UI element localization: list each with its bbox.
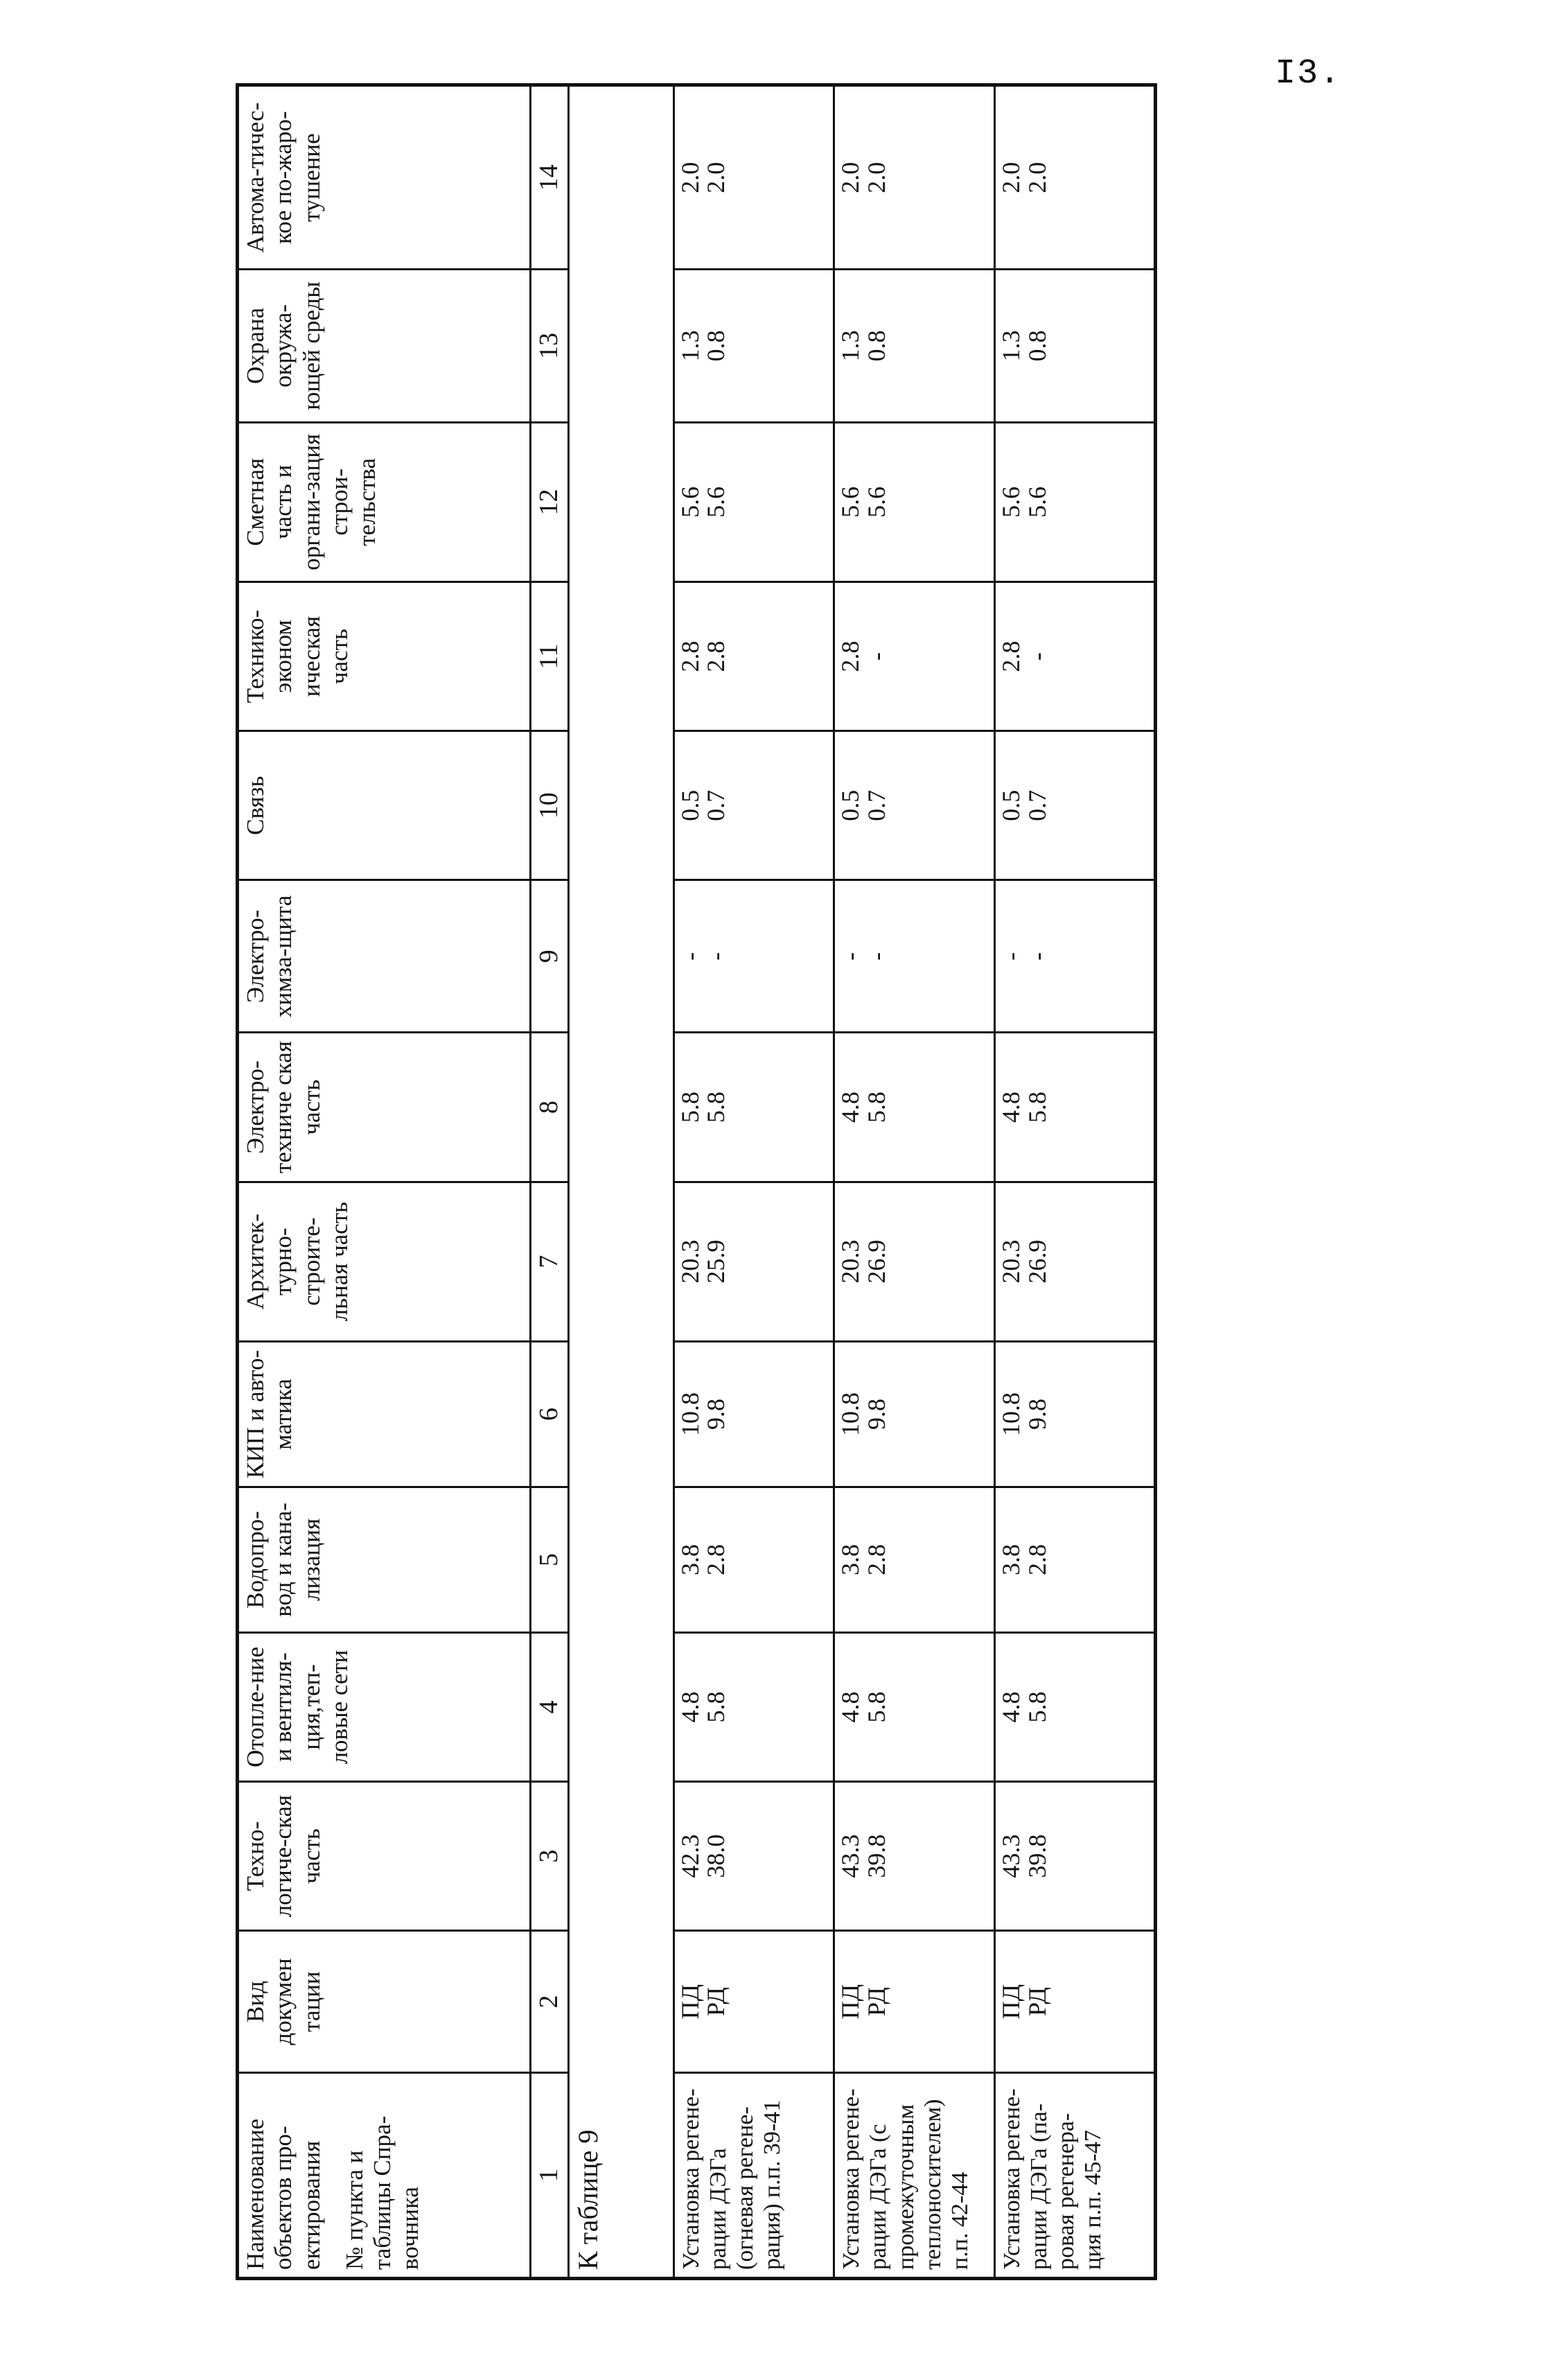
cell-value: 2.8 (676, 640, 704, 672)
row-doc-type (673, 1931, 834, 2073)
colnum-7: 7 (531, 1182, 569, 1341)
value-cell (673, 1182, 834, 1341)
value-cell (834, 1033, 995, 1182)
row-doc-type (834, 1931, 995, 2073)
cell-value: 0.5 (676, 789, 704, 821)
cell-value: 5.6 (997, 486, 1025, 518)
header-col-7: Архитек-турно-строите-льная часть (238, 1182, 531, 1341)
cell-value: 1.3 (997, 330, 1025, 362)
cell-value: 5.6 (1023, 486, 1051, 518)
cell-value: 2.8 (1023, 1543, 1051, 1575)
cell-value: 0.7 (1023, 789, 1051, 821)
header-col-3: Техно-логиче-ская часть (238, 1782, 531, 1931)
colnum-10: 10 (531, 731, 569, 880)
row-object-name: Установка регене-рации ДЭГа (па-ровая регенера-ция п.п. 45-47 (995, 2072, 1156, 2278)
cell-value: 5.8 (702, 1092, 730, 1123)
value-cell (995, 880, 1156, 1033)
cell-value: 5.6 (702, 486, 730, 518)
header-col-4: Отопле-ние и вентиля-ция,теп-ловые сети (238, 1632, 531, 1781)
value-cell (673, 1033, 834, 1182)
cell-value: 3.8 (836, 1543, 865, 1575)
header-col-9: Электро-химза-щита (238, 880, 531, 1033)
cell-value: 10.8 (676, 1392, 704, 1436)
value-cell (834, 85, 995, 270)
cell-value: 2.8 (863, 1543, 891, 1575)
value-cell (673, 270, 834, 422)
cell-value: 2.0 (676, 161, 704, 193)
value-cell (995, 1342, 1156, 1487)
colnum-13: 13 (531, 270, 569, 422)
cell-value: 5.8 (863, 1092, 891, 1123)
colnum-5: 5 (531, 1487, 569, 1632)
cell-value: 0.7 (863, 789, 891, 821)
cell-value: 4.8 (997, 1691, 1025, 1723)
colnum-12: 12 (531, 422, 569, 581)
cell-value: - (676, 952, 704, 961)
cell-value: 1.3 (836, 330, 865, 362)
header-col-12: Сметная часть и органи-зация строи-тельства (238, 422, 531, 581)
cell-value: 2.0 (702, 161, 730, 193)
cell-value: - (1023, 952, 1051, 961)
header-col-10: Связь (238, 731, 531, 880)
cell-value: 2.0 (997, 161, 1025, 193)
colnum-11: 11 (531, 582, 569, 731)
cell-value: 4.8 (997, 1092, 1025, 1123)
cell-value: 0.5 (997, 789, 1025, 821)
cell-value: 20.3 (676, 1239, 704, 1284)
cell-value: 3.8 (676, 1543, 704, 1575)
header-col-8: Электро-техниче ская часть (238, 1033, 531, 1182)
cell-value: 9.8 (702, 1398, 730, 1430)
cell-value: 0.8 (1023, 330, 1051, 362)
cell-value: - (863, 952, 891, 961)
value-cell (673, 85, 834, 270)
cell-value: 4.8 (836, 1092, 865, 1123)
row-object-name: Установка регене-рации ДЭГа (с промежуточным теплоносителем) п.п. 42-44 (834, 2072, 995, 2278)
table-row (673, 85, 834, 2279)
cell-value: 5.8 (676, 1092, 704, 1123)
section-title: К таблице 9 (569, 85, 673, 2279)
cell-value: 4.8 (836, 1691, 865, 1723)
value-cell (834, 422, 995, 581)
value-cell (673, 1632, 834, 1781)
row-object-name: Установка регене-рации ДЭГа (огневая регене-рация) п.п. 39-41 (673, 2072, 834, 2278)
colnum-1: 1 (531, 2072, 569, 2278)
cell-value: 2.8 (702, 1543, 730, 1575)
cell-value: 2.0 (1023, 161, 1051, 193)
doc-type-value: ПД (997, 1984, 1025, 2020)
cell-value: 20.3 (997, 1239, 1025, 1284)
cell-value: - (863, 652, 891, 661)
cell-value: 5.8 (863, 1691, 891, 1723)
cell-value: 2.8 (836, 640, 865, 672)
cell-value: 5.6 (676, 486, 704, 518)
header-col-13: Охрана окружа-ющей среды (238, 270, 531, 422)
doc-type-value: ПД (676, 1984, 704, 2020)
cell-value: 20.3 (836, 1239, 865, 1284)
page-number: I3. (1275, 54, 1342, 94)
cell-value: 0.8 (702, 330, 730, 362)
cell-value: 9.8 (1023, 1398, 1051, 1430)
table-row (834, 85, 995, 2279)
cell-value: 39.8 (1023, 1834, 1051, 1878)
data-body (673, 85, 1155, 2279)
value-cell (995, 422, 1156, 581)
cell-value: 9.8 (863, 1398, 891, 1430)
rotated-table-container (236, 83, 1157, 2280)
value-cell (673, 1342, 834, 1487)
cell-value: 26.9 (863, 1239, 891, 1284)
header-object-name (238, 2072, 531, 2278)
cell-value: 42.3 (676, 1834, 704, 1878)
value-cell (995, 1632, 1156, 1781)
cell-value: 43.3 (997, 1834, 1025, 1878)
cell-value: 5.8 (702, 1691, 730, 1723)
cell-value: 3.8 (997, 1543, 1025, 1575)
doc-type-value: РД (863, 1987, 891, 2016)
cell-value: 2.8 (997, 640, 1025, 672)
value-cell (673, 731, 834, 880)
value-cell (995, 1033, 1156, 1182)
cell-value: 38.0 (702, 1834, 730, 1878)
cell-value: 5.6 (863, 486, 891, 518)
colnum-4: 4 (531, 1632, 569, 1781)
colnum-8: 8 (531, 1033, 569, 1182)
value-cell (834, 880, 995, 1033)
value-cell (673, 880, 834, 1033)
value-cell (995, 1487, 1156, 1632)
header-col-2: Вид докумен тации (238, 1931, 531, 2073)
value-cell (673, 422, 834, 581)
value-cell (995, 85, 1156, 270)
value-cell (834, 582, 995, 731)
value-cell (995, 582, 1156, 731)
value-cell (995, 1782, 1156, 1931)
value-cell (834, 1487, 995, 1632)
value-cell (995, 270, 1156, 422)
cell-value: 5.6 (836, 486, 865, 518)
value-cell (834, 1182, 995, 1341)
header-object-name-a: Наименование объектов про-ектирования (242, 2118, 325, 2270)
cell-value: - (702, 952, 730, 961)
value-cell (834, 1782, 995, 1931)
value-cell (834, 270, 995, 422)
cell-value: 2.0 (836, 161, 865, 193)
value-cell (995, 731, 1156, 880)
header-row (238, 85, 531, 2279)
cell-value: 10.8 (836, 1392, 865, 1436)
header-object-name-b: № пункта и таблицы Спра-вочника (340, 2115, 424, 2270)
cell-value: 10.8 (997, 1392, 1025, 1436)
colnum-14: 14 (531, 85, 569, 270)
cell-value: 0.5 (836, 789, 865, 821)
value-cell (673, 1782, 834, 1931)
cell-value: 25.9 (702, 1239, 730, 1284)
colnum-3: 3 (531, 1782, 569, 1931)
cell-value: 5.8 (1023, 1691, 1051, 1723)
section-row (569, 85, 673, 2279)
value-cell (995, 1182, 1156, 1341)
value-cell (834, 731, 995, 880)
doc-type-value: ПД (836, 1984, 865, 2020)
cell-value: 5.8 (1023, 1092, 1051, 1123)
colnum-6: 6 (531, 1342, 569, 1487)
cell-value: - (997, 952, 1025, 961)
cell-value: 39.8 (863, 1834, 891, 1878)
doc-type-value: РД (1023, 1987, 1051, 2016)
header-col-6: КИП и авто-матика (238, 1342, 531, 1487)
row-doc-type (995, 1931, 1156, 2073)
header-col-14: Автома-тичес-кое по-жаро-тушение (238, 85, 531, 270)
cell-value: 1.3 (676, 330, 704, 362)
column-number-row (531, 85, 569, 2279)
cell-value: 43.3 (836, 1834, 865, 1878)
colnum-2: 2 (531, 1931, 569, 2073)
cell-value: 0.8 (863, 330, 891, 362)
cell-value: 2.0 (863, 161, 891, 193)
workload-table (236, 83, 1157, 2280)
value-cell (673, 1487, 834, 1632)
cell-value: 26.9 (1023, 1239, 1051, 1284)
value-cell (834, 1632, 995, 1781)
value-cell (673, 582, 834, 731)
header-col-5: Водопро-вод и кана-лизация (238, 1487, 531, 1632)
header-col-11: Технико-эконом ическая часть (238, 582, 531, 731)
colnum-9: 9 (531, 880, 569, 1033)
value-cell (834, 1342, 995, 1487)
cell-value: 4.8 (676, 1691, 704, 1723)
cell-value: - (836, 952, 865, 961)
table-row (995, 85, 1156, 2279)
cell-value: 2.8 (702, 640, 730, 672)
cell-value: - (1023, 652, 1051, 661)
cell-value: 0.7 (702, 789, 730, 821)
doc-type-value: РД (702, 1987, 730, 2016)
